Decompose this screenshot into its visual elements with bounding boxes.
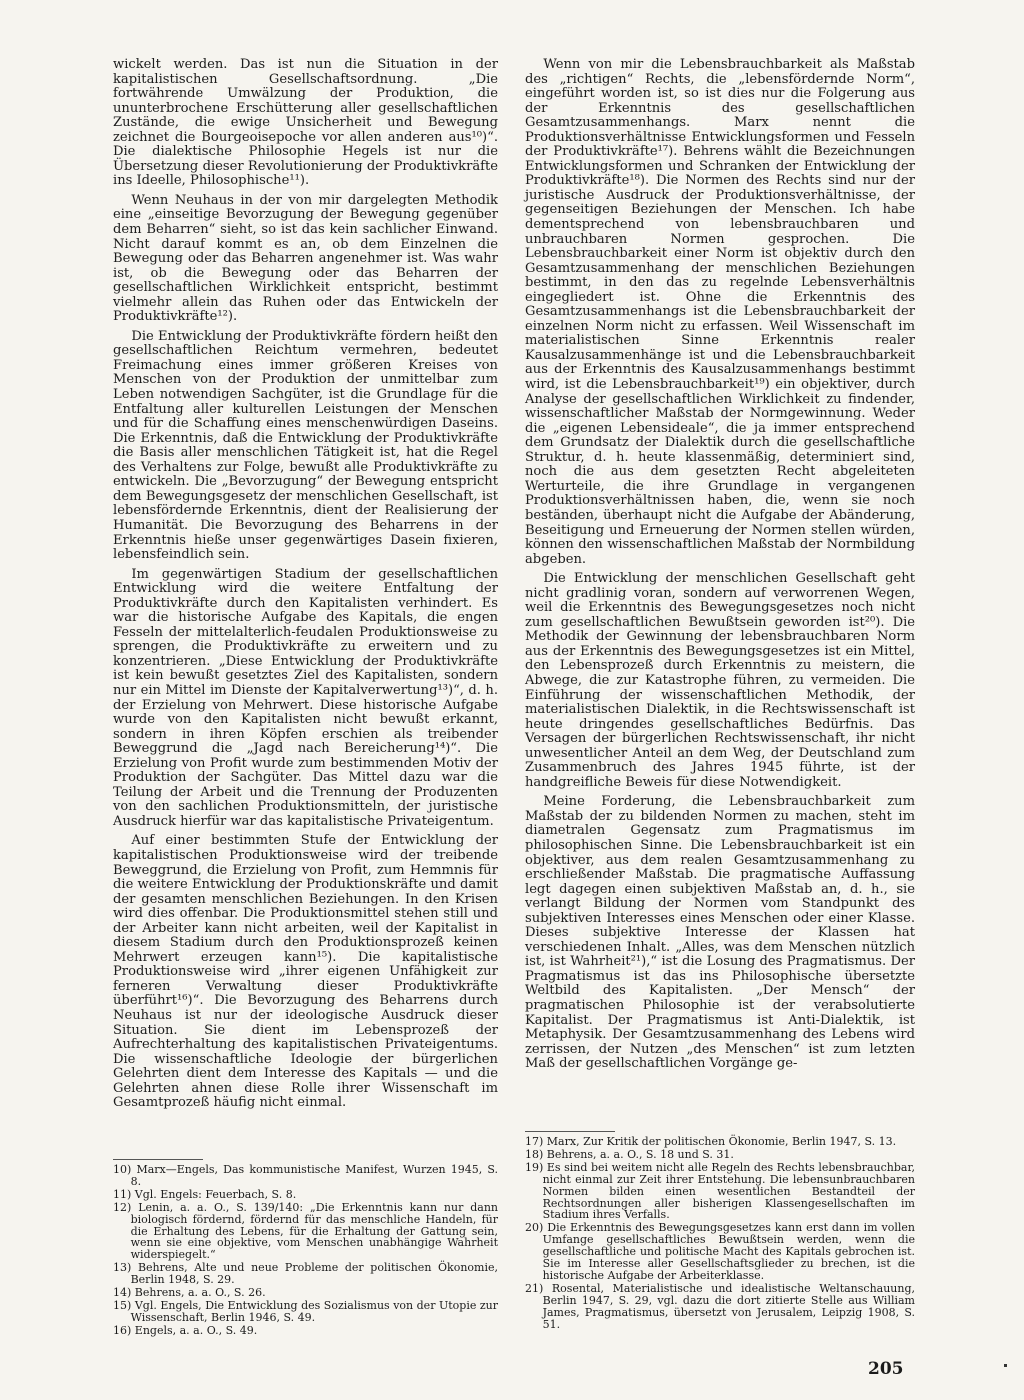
footnote-text: Marx—Engels, Das kommunistische Manifest, Wurzen 1945, S. 8. <box>130 1163 498 1188</box>
page-number: 205 <box>868 1359 904 1379</box>
paragraph: Die Entwicklung der Produktivkräfte fördern heißt den gesellschaftlichen Reichtum vermehren, bedeutet Freimachung eines immer größeren Kreises von Menschen von der Produktion der unmittelbar zum Leben notwendigen Sachgüter, ist die Grundlage für die Entfaltung aller kulturellen Leistungen der Menschen und für die Schaffung eines menschenwürdigen Daseins. Die Erkenntnis, daß die Entwicklung der Produktivkräfte die Basis aller menschlichen Tätigkeit ist, hat die Regel des Verhaltens zur Folge, bewußt alle Produktivkräfte zu entwickeln. Die „Bevorzugung“ der Bewegung entspricht dem Bewegungsgesetz der menschlichen Gesellschaft, ist lebensfördernde Erkenntnis, dient der Realisierung der Humanität. Die Bevorzugung des Beharrens in der Erkenntnis hieße unser gegenwärtiges Dasein fixieren, lebensfeindlich sein. <box>113 328 498 563</box>
footnote <box>525 1136 915 1148</box>
footnotes-left <box>113 1164 498 1338</box>
footnote-text: Vgl. Engels, Die Entwicklung des Sozialismus von der Utopie zur Wissenschaft, Berlin 1946, S. 49. <box>130 1298 499 1324</box>
footnote <box>525 1222 915 1282</box>
footnotes-right <box>525 1136 915 1332</box>
footnote-number: 15) <box>113 1298 132 1312</box>
footnote-text: Lenin, a. a. O., S. 139/140: „Die Erkenntnis kann nur dann biologisch fördernd, fördernd für das menschliche Handeln, für die Erhaltung des Lebens, für die Erhaltung der Gattung sein, wenn sie eine objektive, vom Menschen unabhängige Wahrheit widerspiegelt.“ <box>130 1200 498 1262</box>
right-column <box>525 58 915 1077</box>
footnote <box>113 1202 498 1262</box>
footnote <box>113 1189 498 1201</box>
footnote <box>525 1162 915 1222</box>
left-column <box>113 58 498 1116</box>
footnote-text: Marx, Zur Kritik der politischen Ökonomie, Berlin 1947, S. 13. <box>546 1135 897 1148</box>
footnote-number: 12) <box>113 1200 132 1214</box>
footnote-text: Die Erkenntnis des Bewegungsgesetzes kann erst dann im vollen Umfange gesellschaftliches Bewußtsein werden, wenn die gesellschaftliche und politische Macht des Kapitals gebrochen ist. Sie im Interesse aller Gesellschaftsglieder zu brechen, ist die historische Aufgabe der Arbeiterklasse. <box>542 1221 915 1282</box>
footnote-number: 18) <box>525 1147 544 1161</box>
footnote <box>113 1164 498 1188</box>
footnote-number: 17) <box>525 1135 544 1148</box>
footnote-text: Behrens, Alte und neue Probleme der politischen Ökonomie, Berlin 1948, S. 29. <box>130 1261 498 1287</box>
footnote-number: 20) <box>525 1221 544 1235</box>
footnote-number: 19) <box>525 1160 544 1174</box>
footnote <box>113 1287 498 1299</box>
footnote-number: 10) <box>113 1163 132 1176</box>
footnote-text: Vgl. Engels: Feuerbach, S. 8. <box>134 1187 297 1201</box>
scan-speck <box>1004 1364 1007 1367</box>
footnote <box>113 1262 498 1286</box>
footnote-number: 21) <box>525 1281 544 1295</box>
footnote-text: Es sind bei weitem nicht alle Regeln des Rechts lebensbrauchbar, nicht einmal zur Zeit ihrer Entstehung. Die lebensunbrauchbaren Normen bilden einen wesentlichen Bestandteil der Rechtsordnungen aller bisherigen Klassengesellschaften im Stadium ihres Verfalls. <box>542 1160 915 1222</box>
footnote-text: Behrens, a. a. O., S. 18 und S. 31. <box>546 1147 734 1161</box>
footnote-divider-right <box>525 1131 615 1132</box>
footnote-text: Rosental, Materialistische und idealistische Weltanschauung, Berlin 1947, S. 29, vgl. dazu die dort zitierte Stelle aus William James, Pragmatismus, übersetzt von Jerusalem, Leipzig 1908, S. 51. <box>542 1281 916 1331</box>
footnote-text: Engels, a. a. O., S. 49. <box>134 1323 258 1337</box>
paragraph: Die Entwicklung der menschlichen Gesellschaft geht nicht gradlinig voran, sondern auf verworrenen Wegen, weil die Erkenntnis des Bewegungsgesetzes noch nicht zum gesellschaftlichen Bewußtsein geworden ist²⁰). Die Methodik der Gewinnung der lebensbrauchbaren Norm aus der Erkenntnis des Bewegungsgesetzes ist ein Mittel, den Lebensprozeß durch Erkenntnis zu meistern, die Abwege, die zur Katastrophe führen, zu vermeiden. Die Einführung der wissenschaftlichen Methodik, der materialistischen Dialektik, in die Rechtswissenschaft ist heute dringendes gesellschaftliches Bedürfnis. Das Versagen der bürgerlichen Rechtswissenschaft, ihr nicht unwesentlicher Anteil an dem Weg, der Deutschland zum Zusammenbruch des Jahres 1945 führte, ist der handgreifliche Beweis für diese Notwendigkeit. <box>525 571 915 790</box>
paragraph: wickelt werden. Das ist nun die Situation in der kapitalistischen Gesellschaftsordnung. „Die fortwährende Umwälzung der Produktion, die ununterbrochene Erschütterung aller gesellschaftlichen Zustände, die ewige Unsicherheit und Bewegung zeichnet die Bourgeoisepoche vor allen anderen aus¹⁰)“. Die dialektische Philosophie Hegels ist nur die Übersetzung dieser Revolutionierung der Produktivkräfte ins Ideelle, Philosophische¹¹). <box>113 57 498 189</box>
paragraph: Meine Forderung, die Lebensbrauchbarkeit zum Maßstab der zu bildenden Normen zu machen, steht im diametralen Gegensatz zum Pragmatismus im philosophischen Sinne. Die Lebensbrauchbarkeit ist ein objektiver, aus dem realen Gesamtzusammenhang zu erschließender Maßstab. Die pragmatische Auffassung legt dagegen einen subjektiven Maßstab an, d. h., sie verlangt Bildung der Normen vom Standpunkt des subjektiven Interesses eines Menschen oder einer Klasse. Dieses subjektive Interesse der Klassen hat verschiedenen Inhalt. „Alles, was dem Menschen nützlich ist, ist Wahrheit²¹),“ ist die Losung des Pragmatismus. Der Pragmatismus ist das ins Philosophische übersetzte Weltbild des Kapitalisten. „Der Mensch“ der pragmatischen Philosophie ist der verabsolutierte Kapitalist. Der Pragmatismus ist Anti-Dialektik, ist Metaphysik. Der Gesamtzusammenhang des Lebens wird zerrissen, der Nutzen „des Menschen“ ist zum letzten Maß der gesellschaftlichen Vorgänge ge- <box>525 794 915 1072</box>
footnote-number: 16) <box>113 1323 132 1337</box>
footnote-number: 11) <box>113 1187 132 1201</box>
footnote <box>525 1149 915 1161</box>
footnote-text: Behrens, a. a. O., S. 26. <box>134 1286 266 1300</box>
paragraph: Im gegenwärtigen Stadium der gesellschaftlichen Entwicklung wird die weitere Entfaltung der Produktivkräfte durch den Kapitalisten verhindert. Es war die historische Aufgabe des Kapitals, die engen Fesseln der mittelalterlich-feudalen Produktionsweise zu sprengen, die Produktivkräfte zu erweitern und zu konzentrieren. „Diese Entwicklung der Produktivkräfte ist kein bewußt gesetztes Ziel des Kapitalisten, sondern nur ein Mittel im Dienste der Kapitalverwertung¹³)“, d. h. der Erzielung von Mehrwert. Diese historische Aufgabe wurde von den Kapitalisten nicht bewußt erkannt, sondern in ihren Köpfen erschien als treibender Beweggrund die „Jagd nach Bereicherung¹⁴)“. Die Erzielung von Profit wurde zum bestimmenden Motiv der Produktion der Sachgüter. Das Mittel dazu war die Teilung der Arbeit und die Trennung der Produzenten von den sachlichen Produktionsmitteln, der juristische Ausdruck hierfür war das kapitalistische Privateigentum. <box>113 566 498 829</box>
paragraph: Auf einer bestimmten Stufe der Entwicklung der kapitalistischen Produktionsweise wird der treibende Beweggrund, die Erzielung von Profit, zum Hemmnis für die weitere Entwicklung der Produktionskräfte und damit der gesamten menschlichen Beziehungen. In den Krisen wird dies offenbar. Die Produktionsmittel stehen still und der Arbeiter kann nicht arbeiten, weil der Kapitalist in diesem Stadium durch den Produktionsprozeß keinen Mehrwert erzeugen kann¹⁵). Die kapitalistische Produktionsweise wird „ihrer eigenen Unfähigkeit zur ferneren Verwaltung dieser Produktivkräfte überführt¹⁶)“. Die Bevorzugung des Beharrens durch Neuhaus ist nur der ideologische Ausdruck dieser Situation. Sie dient im Lebensprozeß der Aufrechterhaltung des kapitalistischen Privateigentums. Die wissenschaftliche Ideologie der bürgerlichen Gelehrten dient dem Interesse des Kapitals — und die Gelehrten ahnen diese Rolle ihrer Wissenschaft im Gesamtprozeß häufig nicht einmal. <box>113 833 498 1111</box>
footnote <box>113 1325 498 1337</box>
footnote-number: 14) <box>113 1286 132 1300</box>
footnote-number: 13) <box>113 1261 132 1275</box>
paragraph: Wenn Neuhaus in der von mir dargelegten Methodik eine „einseitige Bevorzugung der Bewegung gegenüber dem Beharren“ sieht, so ist das kein sachlicher Einwand. Nicht darauf kommt es an, ob dem Einzelnen die Bewegung oder das Beharren angenehmer ist. Was wahr ist, ob die Bewegung oder das Beharren der gesellschaftlichen Wirklichkeit entspricht, bestimmt vielmehr allein das Ruhen oder das Entwickeln der Produktivkräfte¹²). <box>113 192 498 325</box>
footnote <box>525 1283 915 1331</box>
paragraph: Wenn von mir die Lebensbrauchbarkeit als Maßstab des „richtigen“ Rechts, die „lebensfördernde Norm“, eingeführt worden ist, so ist dies nur die Folgerung aus der Erkenntnis des gesellschaftlichen Gesamtzusammenhangs. Marx nennt die Produktionsverhältnisse Entwicklungsformen und Fesseln der Produktivkräfte¹⁷). Behrens wählt die Bezeichnungen Entwicklungsformen und Schranken der Entwicklung der Produktivkräfte¹⁸). Die Normen des Rechts sind nur der juristische Ausdruck der Produktionsverhältnisse, der gegenseitigen Beziehungen der Menschen. Ich habe dementsprechend von lebensbrauchbaren und unbrauchbaren Normen gesprochen. Die Lebensbrauchbarkeit einer Norm ist objektiv durch den Gesamtzusammenhang der menschlichen Beziehungen bestimmt, in den das zu regelnde Lebensverhältnis eingegliedert ist. Ohne die Erkenntnis des Gesamtzusammenhangs ist die Lebensbrauchbarkeit der einzelnen Norm nicht zu erfassen. Weil Wissenschaft im materialistischen Sinne Erkenntnis realer Kausalzusammenhänge ist und die Lebensbrauchbarkeit aus der Erkenntnis des Kausalzusammenhangs bestimmt wird, ist die Lebensbrauchbarkeit¹⁹) ein objektiver, durch Analyse der gesellschaftlichen Wirklichkeit zu findender, wissenschaftlicher Maßstab der Normgewinnung. Weder die „eigenen Lebensideale“, die ja immer entsprechend dem Grundsatz der Dialektik durch die gesellschaftliche Struktur, d. h. heute klassenmäßig, determiniert sind, noch die aus dem gesetzten Recht abgeleiteten Werturteile, die ihre Grundlage in vergangenen Produktionsverhältnissen haben, die, wenn sie noch beständen, überhaupt nicht die Aufgabe der Abänderung, Beseitigung und Erneuerung der Normen stellen würden, können den wissenschaftlichen Maßstab der Normbildung abgeben. <box>525 57 915 567</box>
footnote-divider-left <box>113 1159 203 1160</box>
footnote <box>113 1300 498 1324</box>
